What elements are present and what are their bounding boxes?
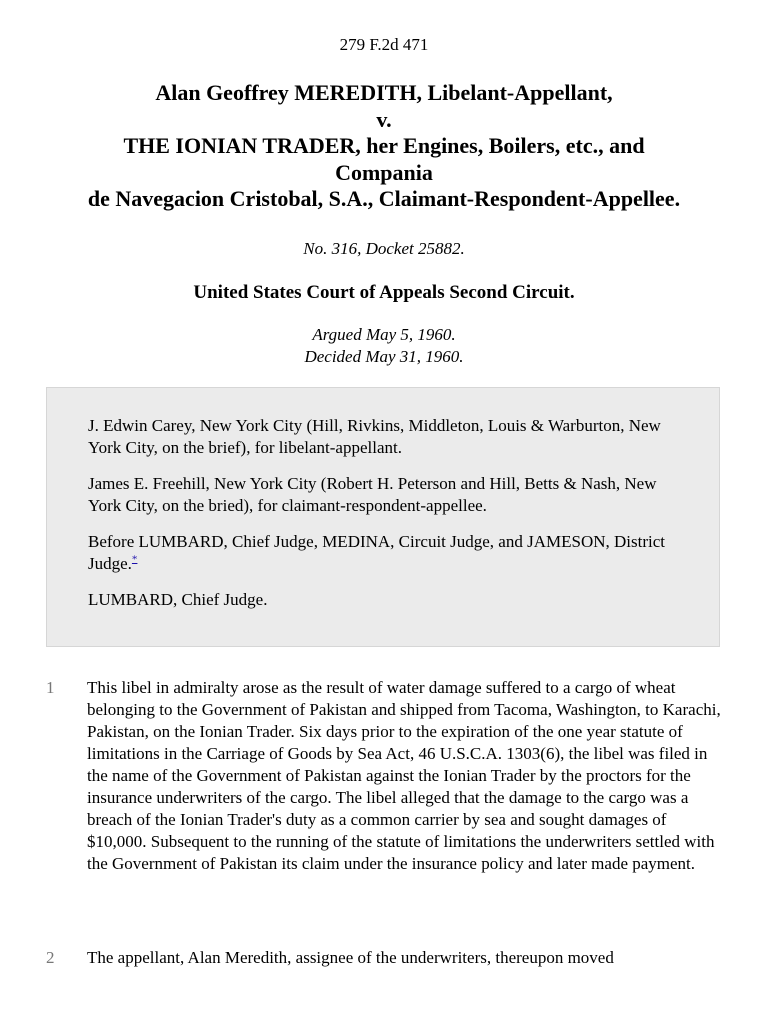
- footnote-marker: [132, 553, 138, 565]
- title-line-versus: v.: [376, 106, 392, 132]
- argued-date: Argued May 5, 1960.: [312, 325, 456, 344]
- court-name: United States Court of Appeals Second Circuit.: [193, 282, 575, 303]
- appellant-counsel: J. Edwin Carey, New York City (Hill, Rivkins, Middleton, Louis & Warburton, New York City, on the brief), for libelant-appellant.: [88, 416, 661, 457]
- title-line-appellant: Alan Geoffrey MEREDITH, Libelant-Appellant,: [155, 80, 613, 105]
- footnote-link[interactable]: *: [131, 553, 138, 566]
- appellee-counsel: James E. Freehill, New York City (Robert H. Peterson and Hill, Betts & Nash, New York City, on the bried), for claimant-respondent-appellee.: [88, 474, 657, 515]
- paragraph-text: The appellant, Alan Meredith, assignee of the underwriters, thereupon moved: [87, 948, 614, 967]
- title-line-company: Compania: [335, 159, 433, 185]
- decided-date: Decided May 31, 1960.: [304, 347, 464, 366]
- paragraph-text: This libel in admiralty arose as the result of water damage suffered to a cargo of wheat belonging to the Government of Pakistan and shipped from Tacoma, Washington, to Karachi, Pakistan, on the Ionian Trader. Six days prior to the expiration of the one year statute of limitations in the Carriage of Goods by Sea Act, 46 U.S.C.A. 1303(6), the libel was filed in the name of the Government of Pakistan against the Ionian Trader by the proctors for the insurance underwriters of the cargo. The libel alleged that the damage to the cargo was a breach of the Ionian Trader's duty as a common carrier by sea and sought damages of $10,000. Subsequent to the running of the statute of limitations the underwriters settled with the Government of Pakistan its claim under the insurance policy and later made payment.: [87, 678, 721, 873]
- title-line-respondent: THE IONIAN TRADER, her Engines, Boilers, etc., and: [123, 133, 645, 158]
- panel-judges: [88, 531, 679, 575]
- case-title: [0, 80, 768, 213]
- title-line-claimant: de Navegacion Cristobal, S.A., Claimant-Respondent-Appellee.: [87, 186, 681, 211]
- case-citation: 279 F.2d 471: [339, 35, 429, 54]
- docket-number: No. 316, Docket 25882.: [303, 239, 465, 258]
- counsel-panel: [46, 387, 720, 647]
- paragraph-number: 1: [46, 678, 55, 697]
- paragraph-number: 2: [46, 948, 55, 967]
- opinion-author: LUMBARD, Chief Judge.: [88, 590, 268, 609]
- case-dates: [0, 324, 768, 368]
- panel-judges-text: Before LUMBARD, Chief Judge, MEDINA, Circuit Judge, and JAMESON, District Judge.: [88, 532, 665, 573]
